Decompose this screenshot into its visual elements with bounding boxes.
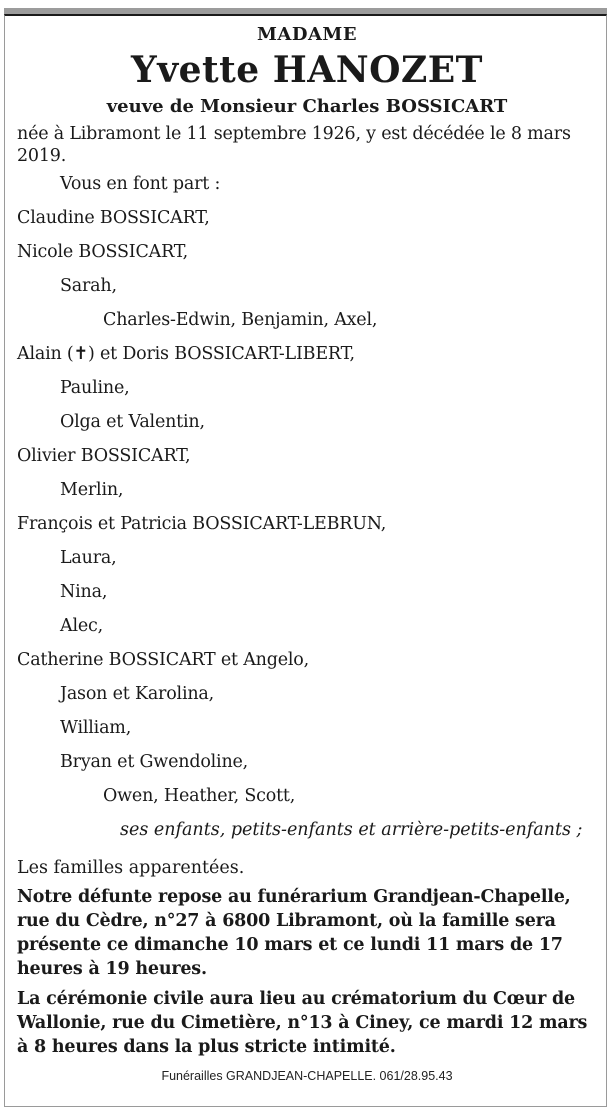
honorific: MADAME <box>256 24 358 45</box>
family-member-line: Merlin, <box>60 480 124 500</box>
family-member-line: Pauline, <box>60 378 130 398</box>
family-member-line: Bryan et Gwendoline, <box>60 752 249 772</box>
family-member-line: Owen, Heather, Scott, <box>103 786 296 806</box>
widow-of: veuve de Monsieur Charles BOSSICART <box>106 96 508 117</box>
family-member-line: Alec, <box>60 616 103 636</box>
family-member-line: Jason et Karolina, <box>60 684 215 704</box>
family-member-line: Nicole BOSSICART, <box>17 242 189 262</box>
obituary-notice <box>17 22 597 1085</box>
announcement: Vous en font part : <box>60 174 221 194</box>
family-member-line: Alain (✝) et Doris BOSSICART-LIBERT, <box>17 344 355 364</box>
family-list <box>17 201 597 813</box>
family-member-line: William, <box>60 718 132 738</box>
viewing-info: Notre défunte repose au funérarium Grandjean-Chapelle, rue du Cèdre, n°27 à 6800 Libramont, où la famille sera présente ce dimanche 10 mars et ce lundi 11 mars de 17 heures à 19 heures. <box>17 887 571 979</box>
relatives-line: Les familles apparentées. <box>17 858 245 878</box>
ceremony-info: La cérémonie civile aura lieu au crématorium du Cœur de Wallonie, rue du Cimetière, n°13 à Ciney, ce mardi 12 mars à 8 heures dans la plus stricte intimité. <box>17 989 588 1057</box>
funeral-home-footer: Funérailles GRANDJEAN-CHAPELLE. 061/28.95.43 <box>161 1069 453 1083</box>
family-member-line: Charles-Edwin, Benjamin, Axel, <box>103 310 378 330</box>
family-member-line: Sarah, <box>60 276 117 296</box>
family-member-line: Nina, <box>60 582 108 602</box>
birth-death-line: née à Libramont le 11 septembre 1926, y est décédée le 8 mars 2019. <box>17 124 571 166</box>
family-member-line: Olivier BOSSICART, <box>17 446 191 466</box>
family-member-line: Catherine BOSSICART et Angelo, <box>17 650 309 670</box>
family-member-line: Claudine BOSSICART, <box>17 208 210 228</box>
family-member-line: Laura, <box>60 548 117 568</box>
deceased-name: Yvette HANOZET <box>131 49 483 91</box>
closing-line: ses enfants, petits-enfants et arrière-petits-enfants ; <box>120 820 583 840</box>
family-member-line: Olga et Valentin, <box>60 412 205 432</box>
family-member-line: François et Patricia BOSSICART-LEBRUN, <box>17 514 387 534</box>
